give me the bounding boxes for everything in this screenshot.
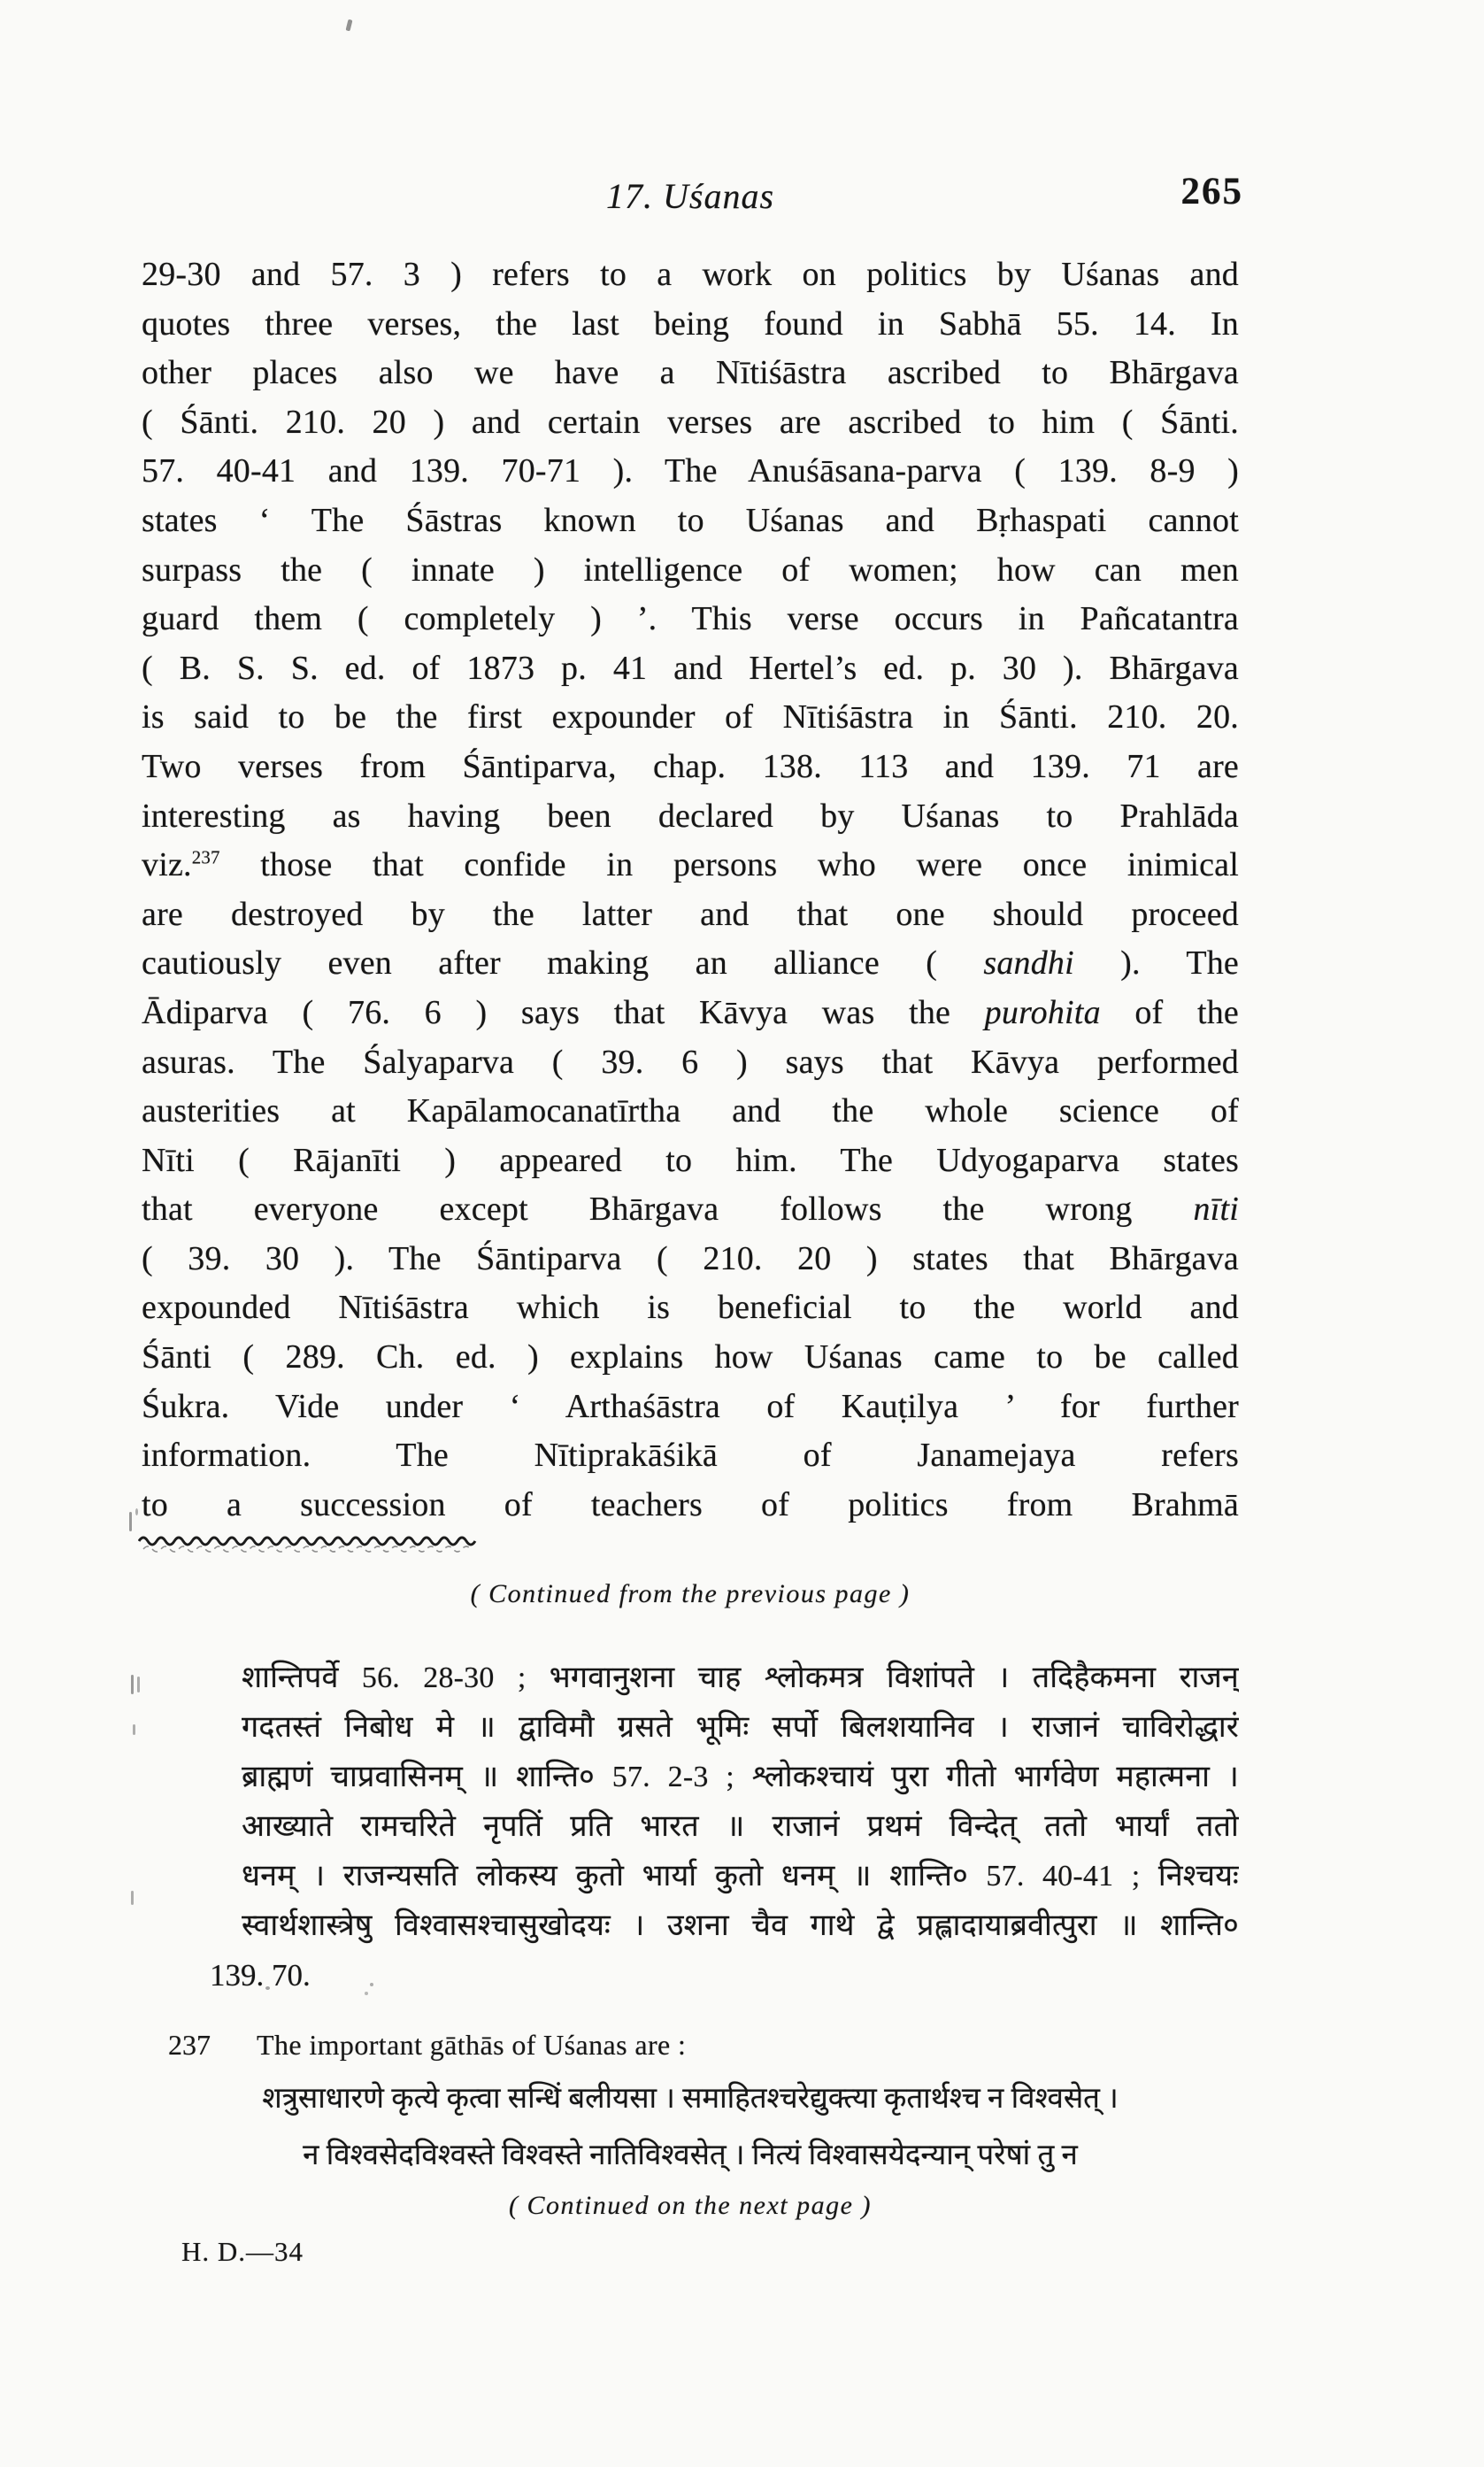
text-line: asuras. The Śalyaparva ( 39. 6 ) says that Kāvya performed: [142, 1043, 1239, 1081]
verse-line: शत्रुसाधारणे कृत्ये कृत्वा सन्धिं बलीयसा । समाहितश्चरेद्युक्त्या कृतार्थश्च न विश्वसेत् ।: [262, 2083, 1119, 2115]
scan-artifact: [135, 1508, 138, 1515]
sanskrit-footnote-line: स्वार्थशास्त्रेषु विश्वासश्चासुखोदयः । उशना चैव गाथे द्वे प्रह्लादायाब्रवीत्पुरा ॥ शान्ति०: [242, 1909, 1239, 1942]
continuation-caption: ( Continued from the previous page ): [470, 1579, 911, 1608]
text-line: ( B. S. S. ed. of 1873 p. 41 and Hertel’s ed. p. 30 ). Bhārgava: [142, 649, 1239, 687]
text-line: 29-30 and 57. 3 ) refers to a work on politics by Uśanas and: [142, 256, 1239, 293]
text-line: Nīti ( Rājanīti ) appeared to him. The Udyogaparva states: [142, 1141, 1239, 1179]
scan-artifact: [137, 1677, 140, 1692]
verse-line: न विश्वसेदविश्वस्ते विश्वस्ते नातिविश्वसेत् । नित्यं विश्वासयेदन्यान् परेषां तु न: [303, 2139, 1078, 2171]
text-line: quotes three verses, the last being found in Sabhā 55. 14. In: [142, 305, 1239, 343]
text-line: that everyone except Bhārgava follows the wrong nīti: [142, 1191, 1239, 1229]
continued-next-caption: ( Continued on the next page ): [509, 2191, 872, 2220]
wavy-separator-line: [138, 1533, 485, 1554]
sanskrit-footnote-line: आख्याते रामचरिते नृपतिं प्रति भारत ॥ राजानं प्रथमं विन्देत् ततो भार्यां ततो: [242, 1810, 1239, 1843]
text-line: interesting as having been declared by Uśanas to Prahlāda: [142, 797, 1239, 835]
sanskrit-footnote-line: गदतस्तं निबोध मे ॥ द्वाविमौ ग्रसते भूमिः सर्पो बिलशयानिव । राजानं चाविरोद्धारं: [242, 1711, 1239, 1744]
scan-artifact: [265, 1986, 270, 1990]
sanskrit-footnote-block: [210, 1654, 1239, 2001]
text-line: other places also we have a Nītiśāstra ascribed to Bhārgava: [142, 354, 1239, 392]
footnote-section: [142, 1533, 1239, 2268]
footnote-number: 237: [168, 2029, 211, 2061]
text-line: ( Śānti. 210. 20 ) and certain verses are ascribed to him ( Śānti.: [142, 403, 1239, 441]
text-line: is said to be the first expounder of Nītiśāstra in Śānti. 210. 20.: [142, 698, 1239, 736]
text-line: guard them ( completely ) ’. This verse occurs in Pañcatantra: [142, 600, 1239, 638]
text-line: states ‘ The Śāstras known to Uśanas and Bṛhaspati cannot: [142, 501, 1239, 539]
footnote-intro: The important gāthās of Uśanas are :: [257, 2029, 687, 2061]
text-line: expounded Nītiśāstra which is beneficial to the world and: [142, 1289, 1239, 1327]
chapter-heading: 17. Uśanas: [605, 176, 775, 216]
main-text-block: [142, 251, 1239, 1530]
text-line: to a succession of teachers of politics from Brahmā: [142, 1485, 1239, 1523]
text-line: Śānti ( 289. Ch. ed. ) explains how Uśanas came to be called: [142, 1338, 1239, 1376]
text-line: austerities at Kapālamocanatīrtha and the whole science of: [142, 1092, 1239, 1130]
page-number: 265: [1180, 171, 1243, 212]
text-line: Śukra. Vide under ‘ Arthaśāstra of Kauṭilya ’ for further: [142, 1387, 1239, 1425]
scan-artifact: [131, 1675, 134, 1694]
text-line: ( 39. 30 ). The Śāntiparva ( 210. 20 ) states that Bhārgava: [142, 1239, 1239, 1277]
sanskrit-footnote-line: ब्राह्मणं चाप्रवासिनम् ॥ शान्ति० 57. 2-3 ; श्लोकश्चायं पुरा गीतो भार्गवेण महात्मना ।: [242, 1761, 1239, 1793]
text-line: surpass the ( innate ) intelligence of women; how can men: [142, 551, 1239, 589]
text-line: 57. 40-41 and 139. 70-71 ). The Anuśāsana-parva ( 139. 8-9 ): [142, 452, 1239, 490]
footnote-ref: 139. 70.: [210, 1958, 311, 1993]
sanskrit-footnote-line: शान्तिपर्वे 56. 28-30 ; भगवानुशना चाह श्लोकमत्र विशांपते । तदिहैकमना राजन्: [242, 1661, 1239, 1694]
sanskrit-footnote-line: धनम् । राजन्यसति लोकस्य कुतो भार्या कुतो धनम् ॥ शान्ति० 57. 40-41 ; निश्चयः: [242, 1860, 1239, 1893]
text-line: information. The Nītiprakāśikā of Janamejaya refers: [142, 1437, 1239, 1475]
scan-artifact: [131, 1891, 134, 1905]
text-line: cautiously even after making an alliance ( sandhi ). The: [142, 944, 1239, 983]
text-line: viz.$^{237}$ those that confide in persons who were once inimical: [142, 846, 1239, 884]
scan-artifact: [346, 19, 353, 32]
text-line: Ādiparva ( 76. 6 ) says that Kāvya was the purohita of the: [142, 993, 1239, 1031]
footnote-237: [142, 2025, 1239, 2064]
scan-artifact: [133, 1724, 135, 1735]
text-line: Two verses from Śāntiparva, chap. 138. 113 and 139. 71 are: [142, 747, 1239, 785]
printer-signature: H. D.—34: [181, 2236, 304, 2267]
text-line: are destroyed by the latter and that one should proceed: [142, 895, 1239, 933]
scan-artifact: [370, 1983, 373, 1986]
scan-artifact: [365, 1992, 368, 1995]
scan-artifact: [129, 1512, 132, 1531]
